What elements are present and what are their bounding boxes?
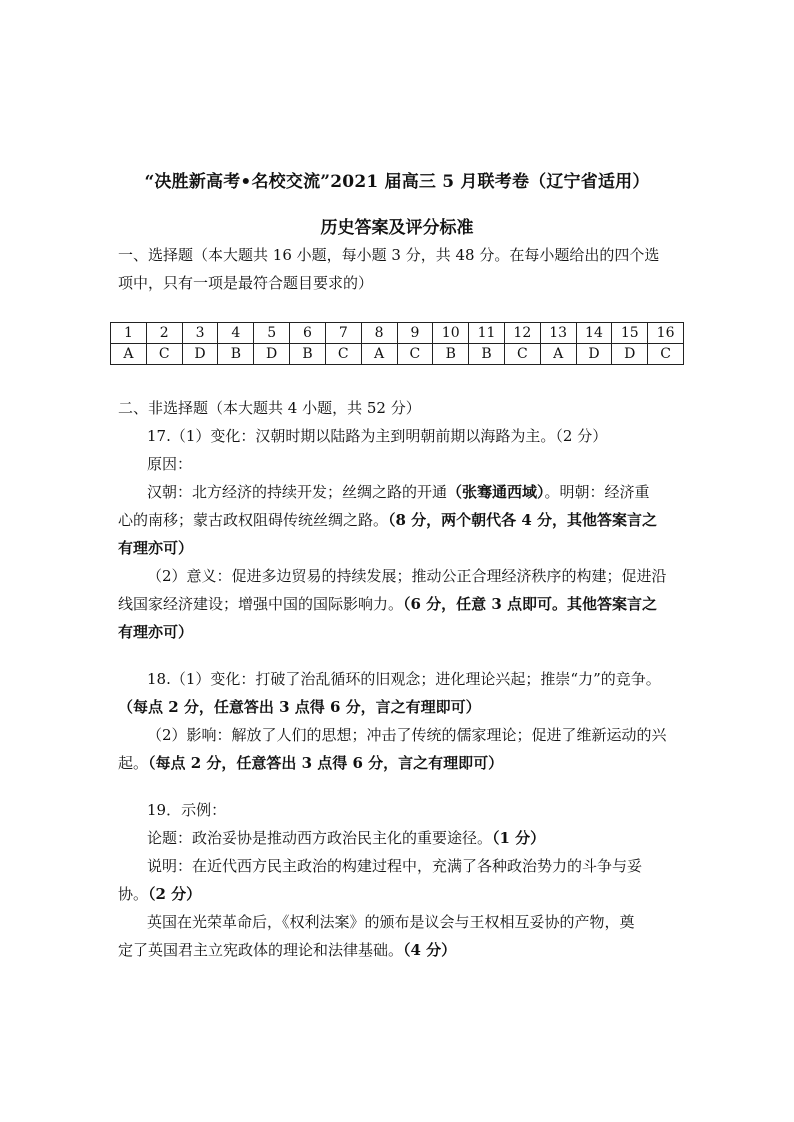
question-number-cell: 12 [504, 323, 540, 344]
answer-cell: A [111, 344, 147, 365]
q17-line3-text-end: 。明朝：经济重 [544, 483, 650, 501]
question-number-cell: 5 [254, 323, 290, 344]
answer-table-answer-row [111, 344, 684, 365]
q17-line4-text: 心的南移；蒙古政权阻碍传统丝绸之路。 [118, 511, 389, 529]
question-number-cell: 13 [540, 323, 576, 344]
q19-line4 [118, 883, 684, 905]
q17-line4 [118, 509, 684, 531]
q17-line3-text: 汉朝：北方经济的持续开发；丝绸之路的开通 [147, 483, 448, 501]
question-number-cell: 11 [469, 323, 505, 344]
q17-line1: 17.（1）变化：汉朝时期以陆路为主到明朝前期以海路为主。（2 分） [147, 427, 608, 445]
q17-line3 [147, 481, 684, 503]
answer-table-number-row [111, 323, 684, 344]
answer-cell: A [361, 344, 397, 365]
answer-cell: A [540, 344, 576, 365]
question-number-cell: 7 [325, 323, 361, 344]
q18-line4 [118, 752, 684, 774]
answer-cell: B [469, 344, 505, 365]
section2-intro: 二、非选择题（本大题共 4 小题，共 52 分） [118, 399, 421, 417]
answer-table [110, 322, 684, 365]
answer-cell: B [290, 344, 326, 365]
q17-line4-score: （8 分，两个朝代各 4 分，其他答案言之 [388, 511, 658, 529]
q17-line2: 原因： [147, 455, 193, 473]
answer-cell: D [182, 344, 218, 365]
question-number-cell: 16 [648, 323, 684, 344]
answer-cell: C [397, 344, 433, 365]
q17-line5: 有理亦可） [118, 539, 194, 557]
question-number-cell: 2 [146, 323, 182, 344]
q18-line4-text: 起。 [118, 754, 149, 772]
question-number-cell: 10 [433, 323, 469, 344]
document-subtitle: 历史答案及评分标准 [320, 218, 474, 238]
q19-line2-score: （1 分） [492, 829, 546, 847]
q19-line6-score: （4 分） [403, 941, 457, 959]
section1-intro-line1: 一、选择题（本大题共 16 小题，每小题 3 分，共 48 分。在每小题给出的四个选 [118, 246, 660, 264]
answer-cell: C [504, 344, 540, 365]
q18-line4-score: （每点 2 分，任意答出 3 点得 6 分，言之有理即可） [148, 754, 504, 772]
answer-cell: D [254, 344, 290, 365]
q19-line3: 说明：在近代西方民主政治的构建过程中，充满了各种政治势力的斗争与妥 [147, 857, 643, 875]
answer-cell: B [218, 344, 254, 365]
q19-line1: 19．示例： [147, 801, 227, 819]
q17-line6: （2）意义：促进多边贸易的持续发展；推动公正合理经济秩序的构建；促进沿 [147, 567, 667, 585]
q19-line6-text: 定了英国君主立宪政体的理论和法律基础。 [118, 941, 404, 959]
q17-line7-text: 线国家经济建设；增强中国的国际影响力。 [118, 595, 404, 613]
q17-line8: 有理亦可） [118, 623, 194, 641]
question-number-cell: 6 [290, 323, 326, 344]
answer-cell: D [612, 344, 648, 365]
question-number-cell: 4 [218, 323, 254, 344]
answer-cell: D [576, 344, 612, 365]
q17-line7 [118, 593, 684, 615]
section1-intro-line2: 项中，只有一项是最符合题目要求的） [118, 274, 374, 292]
answer-cell: B [433, 344, 469, 365]
answer-cell: C [325, 344, 361, 365]
q19-line2-text: 论题：政治妥协是推动西方政治民主化的重要途径。 [147, 829, 493, 847]
q19-line5: 英国在光荣革命后，《权利法案》的颁布是议会与王权相互妥协的产物，奠 [147, 913, 635, 931]
answer-cell: C [648, 344, 684, 365]
question-number-cell: 9 [397, 323, 433, 344]
question-number-cell: 8 [361, 323, 397, 344]
q18-line2: （每点 2 分，任意答出 3 点得 6 分，言之有理即可） [118, 698, 481, 716]
question-number-cell: 3 [182, 323, 218, 344]
q17-line3-note: （张骞通西域） [447, 483, 545, 501]
q19-line6 [118, 939, 684, 961]
answer-cell: C [146, 344, 182, 365]
q19-line2 [147, 827, 684, 849]
q19-line4-text: 协。 [118, 885, 149, 903]
document-title: “决胜新高考•名校交流”2021 届高三 5 月联考卷（辽宁省适用） [144, 172, 650, 192]
question-number-cell: 1 [111, 323, 147, 344]
q18-line3: （2）影响：解放了人们的思想；冲击了传统的儒家理论；促进了维新运动的兴 [147, 726, 667, 744]
question-number-cell: 14 [576, 323, 612, 344]
q17-line7-score: （6 分，任意 3 点即可。其他答案言之 [403, 595, 658, 613]
q19-line4-score: （2 分） [148, 885, 202, 903]
q18-line1: 18.（1）变化：打破了治乱循环的旧观念；进化理论兴起；推崇“力”的竞争。 [147, 670, 661, 688]
question-number-cell: 15 [612, 323, 648, 344]
